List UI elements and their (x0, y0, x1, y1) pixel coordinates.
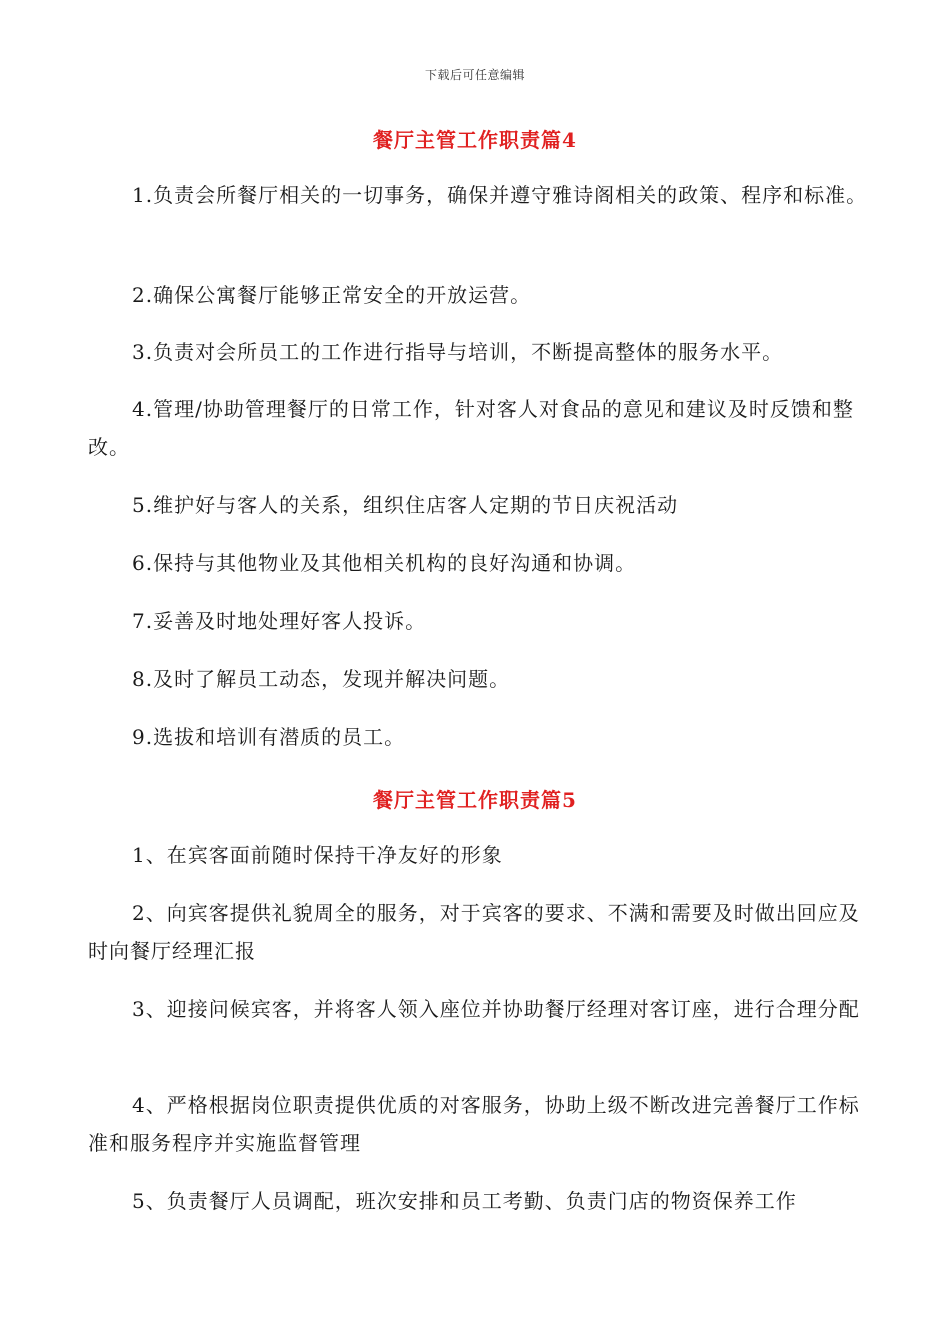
section-4-heading: 餐厅主管工作职责篇4 (373, 128, 577, 152)
section-5-item-2: 2、向宾客提供礼貌周全的服务，对于宾客的要求、不满和需要及时做出回应及时向餐厅经理汇报 (88, 901, 860, 963)
section-4-item-5: 5.维护好与客人的关系，组织住店客人定期的节日庆祝活动 (132, 493, 679, 517)
section-5-heading: 餐厅主管工作职责篇5 (373, 788, 577, 812)
section-5-item-5: 5、负责餐厅人员调配，班次安排和员工考勤、负责门店的物资保养工作 (132, 1189, 797, 1213)
header-note: 下载后可任意编辑 (424, 68, 525, 82)
section-5-item-4: 4、严格根据岗位职责提供优质的对客服务，协助上级不断改进完善餐厅工作标准和服务程序并实施监督管理 (88, 1093, 860, 1155)
section-4-item-2: 2.确保公寓餐厅能够正常安全的开放运营。 (132, 283, 532, 307)
section-5-item-3: 3、迎接问候宾客，并将客人领入座位并协助餐厅经理对客订座，进行合理分配 (132, 997, 860, 1021)
section-4-item-8: 8.及时了解员工动态，发现并解决问题。 (132, 667, 511, 691)
section-4-item-4: 4.管理/协助管理餐厅的日常工作，针对客人对食品的意见和建议及时反馈和整改。 (88, 397, 854, 459)
section-4-item-7: 7.妥善及时地处理好客人投诉。 (132, 609, 427, 633)
section-4-item-6: 6.保持与其他物业及其他相关机构的良好沟通和协调。 (132, 551, 637, 575)
section-4-item-3: 3.负责对会所员工的工作进行指导与培训，不断提高整体的服务水平。 (132, 340, 784, 364)
section-4-item-9: 9.选拔和培训有潜质的员工。 (132, 725, 406, 749)
section-4-item-1: 1.负责会所餐厅相关的一切事务，确保并遵守雅诗阁相关的政策、程序和标准。 (132, 183, 868, 207)
section-5-item-1: 1、在宾客面前随时保持干净友好的形象 (132, 843, 503, 867)
